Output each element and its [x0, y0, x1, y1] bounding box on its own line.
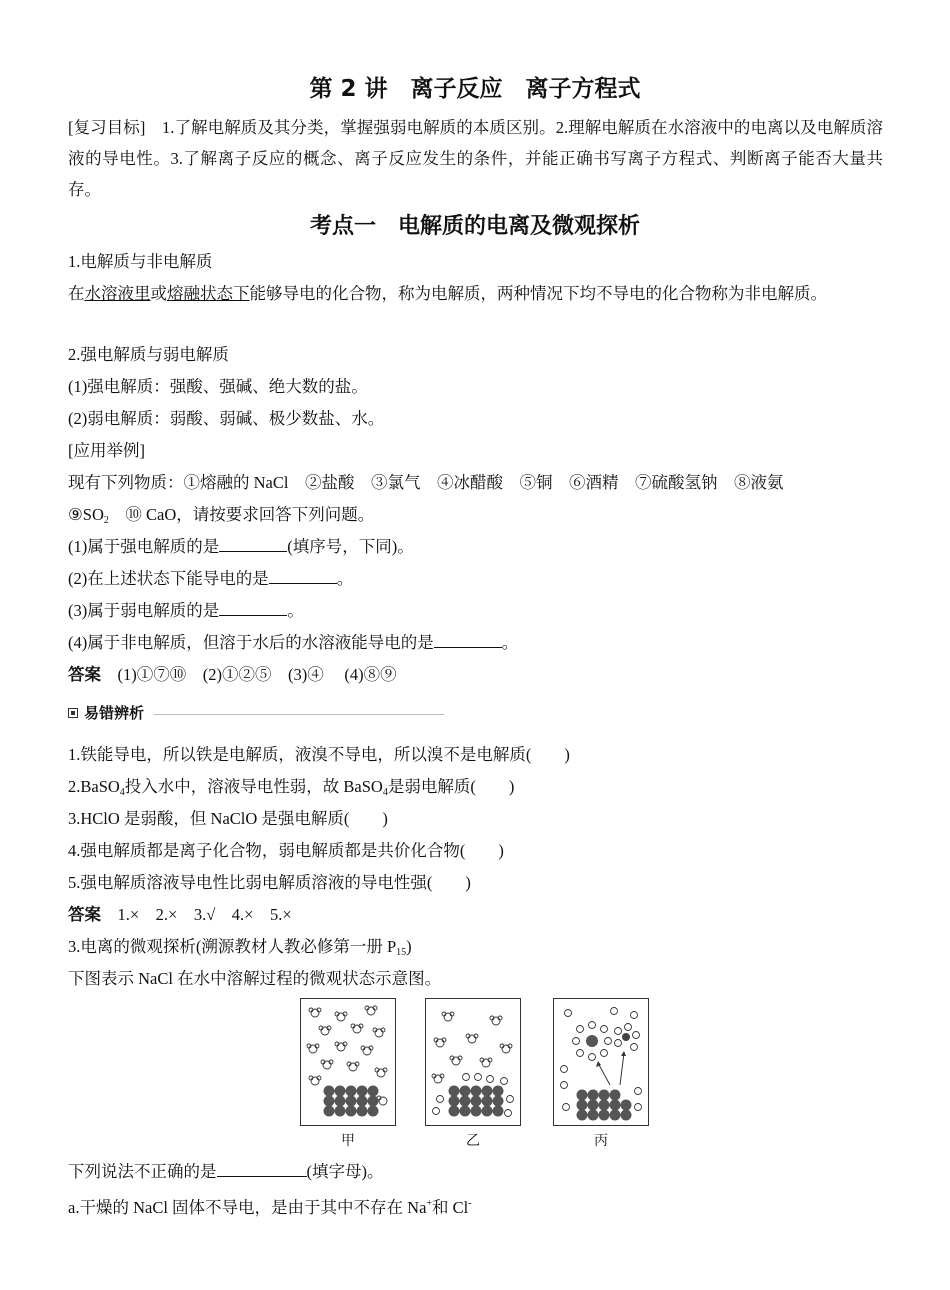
error-item-4: 4.强电解质都是离子化合物，弱电解质都是共价化合物( )	[68, 841, 504, 860]
na-charge: +	[426, 1198, 433, 1209]
error-analysis-label: 易错辨析	[84, 704, 145, 722]
s3-heading-a: 3.电离的微观探析(溯源教材人教必修第一册 P	[68, 937, 397, 956]
q1-suffix: (填序号，下同)。	[287, 537, 414, 556]
cl-charge: -	[468, 1198, 472, 1209]
s1-text-post: 能够导电的化合物，称为电解质，两种情况下均不导电的化合物称为非电解质。	[249, 284, 827, 303]
i2-c: 是弱电解质( )	[387, 777, 515, 796]
review-goals-text: 1.了解电解质及其分类，掌握强弱电解质的本质区别。2.理解电解质在水溶液中的电离以及电解质溶液的导电性。3.了解离子反应的概念、离子反应发生的条件，并能正确书写离子方程式、判断离子能否大量共存。	[68, 118, 884, 199]
q2-blank[interactable]	[269, 567, 337, 584]
example-answer	[68, 663, 397, 687]
option-a-text-2: 和 Cl	[432, 1198, 469, 1217]
option-a	[68, 1192, 472, 1220]
answer-label-2: 答案	[68, 905, 101, 924]
s2-heading: 2.强电解质与弱电解质	[68, 345, 229, 364]
s1-text-pre: 在	[68, 284, 85, 303]
s3-question-suffix: (填字母)。	[306, 1162, 384, 1181]
review-goals	[68, 112, 883, 205]
answer-text-2: 1.× 2.× 3.√ 4.× 5.×	[117, 905, 292, 924]
s3-heading-sub: 15	[396, 947, 407, 958]
section-square-icon	[68, 708, 78, 718]
s1-text-mid: 或	[150, 284, 167, 303]
example-label: [应用举例]	[68, 441, 145, 460]
strong-electrolyte: (1)强电解质：强酸、强碱、绝大数的盐。	[68, 377, 368, 396]
q4-suffix: 。	[501, 633, 519, 652]
q3-text: (3)属于弱电解质的是	[68, 601, 220, 620]
review-goals-label: [复习目标]	[68, 118, 146, 137]
error-item-2	[68, 775, 514, 805]
s1-definition	[68, 278, 883, 309]
substance-list-2	[68, 503, 374, 533]
figure-label-jia: 甲	[341, 1133, 355, 1149]
question-2	[68, 567, 353, 591]
underlined-aqueous: 水溶液里	[84, 284, 151, 303]
substance-list: 现有下列物质：①熔融的 NaCl ②盐酸 ③氯气 ④冰醋酸 ⑤铜 ⑥酒精 ⑦硫酸氢钠 ⑧液氨	[68, 473, 784, 492]
answer-text: (1)①⑦⑩ (2)①②⑤ (3)④ (4)⑧⑨	[117, 665, 397, 684]
weak-electrolyte: (2)弱电解质：弱酸、弱碱、极少数盐、水。	[68, 409, 385, 428]
s3-heading	[68, 935, 412, 965]
error-answer	[68, 903, 292, 927]
error-item-1: 1.铁能导电，所以铁是电解质，液溴不导电，所以溴不是电解质( )	[68, 745, 570, 764]
question-4	[68, 631, 518, 655]
error-item-5: 5.强电解质溶液导电性比弱电解质溶液的导电性强( )	[68, 873, 471, 892]
nacl-dissolving-stage-2	[426, 999, 519, 1124]
s3-question	[68, 1160, 384, 1184]
so2-subscript: 2	[103, 515, 109, 526]
figure-jia	[300, 998, 396, 1126]
s1-heading: 1.电解质与非电解质	[68, 252, 213, 271]
i2-a: 2.BaSO	[68, 777, 120, 796]
q2-suffix: 。	[336, 569, 354, 588]
i2-sub2: 4	[382, 787, 388, 798]
error-item-3: 3.HClO 是弱酸，但 NaClO 是强电解质( )	[68, 809, 388, 828]
q1-text: (1)属于强电解质的是	[68, 537, 220, 556]
error-analysis-bar	[68, 702, 444, 726]
q3-blank[interactable]	[219, 599, 287, 616]
figure-yi	[425, 998, 521, 1126]
i2-b: 投入水中，溶液导电性弱，故 BaSO	[124, 777, 383, 796]
s3-heading-b: )	[406, 937, 412, 956]
list-line2-rest: ⑩ CaO，请按要求回答下列问题。	[108, 505, 375, 524]
q4-text: (4)属于非电解质，但溶于水后的水溶液能导电的是	[68, 633, 434, 652]
question-1	[68, 535, 414, 559]
figure-bing	[553, 998, 649, 1126]
figure-label-bing: 丙	[594, 1133, 608, 1149]
nacl-dissolving-stage-3	[554, 999, 647, 1124]
nacl-dissolving-stage-1	[301, 999, 394, 1124]
q2-text: (2)在上述状态下能导电的是	[68, 569, 269, 588]
section-title: 考点一 电解质的电离及微观探析	[309, 214, 640, 239]
underlined-molten: 熔融状态下	[167, 284, 250, 303]
q1-blank[interactable]	[219, 535, 287, 552]
lesson-title: 第 2 讲 离子反应 离子方程式	[309, 76, 641, 102]
i2-sub1: 4	[119, 787, 125, 798]
q3-suffix: 。	[287, 601, 304, 620]
s3-question-text: 下列说法不正确的是	[68, 1162, 217, 1181]
question-3	[68, 599, 304, 623]
so2-text: ⑨SO	[68, 505, 104, 524]
option-a-text-1: a.干燥的 NaCl 固体不导电，是由于其中不存在 Na	[68, 1198, 427, 1217]
s3-question-blank[interactable]	[217, 1160, 307, 1177]
figure-label-yi: 乙	[466, 1133, 480, 1149]
section-rule	[154, 714, 444, 715]
answer-label: 答案	[68, 665, 101, 684]
q4-blank[interactable]	[434, 631, 502, 648]
s3-description: 下图表示 NaCl 在水中溶解过程的微观状态示意图。	[68, 969, 442, 988]
